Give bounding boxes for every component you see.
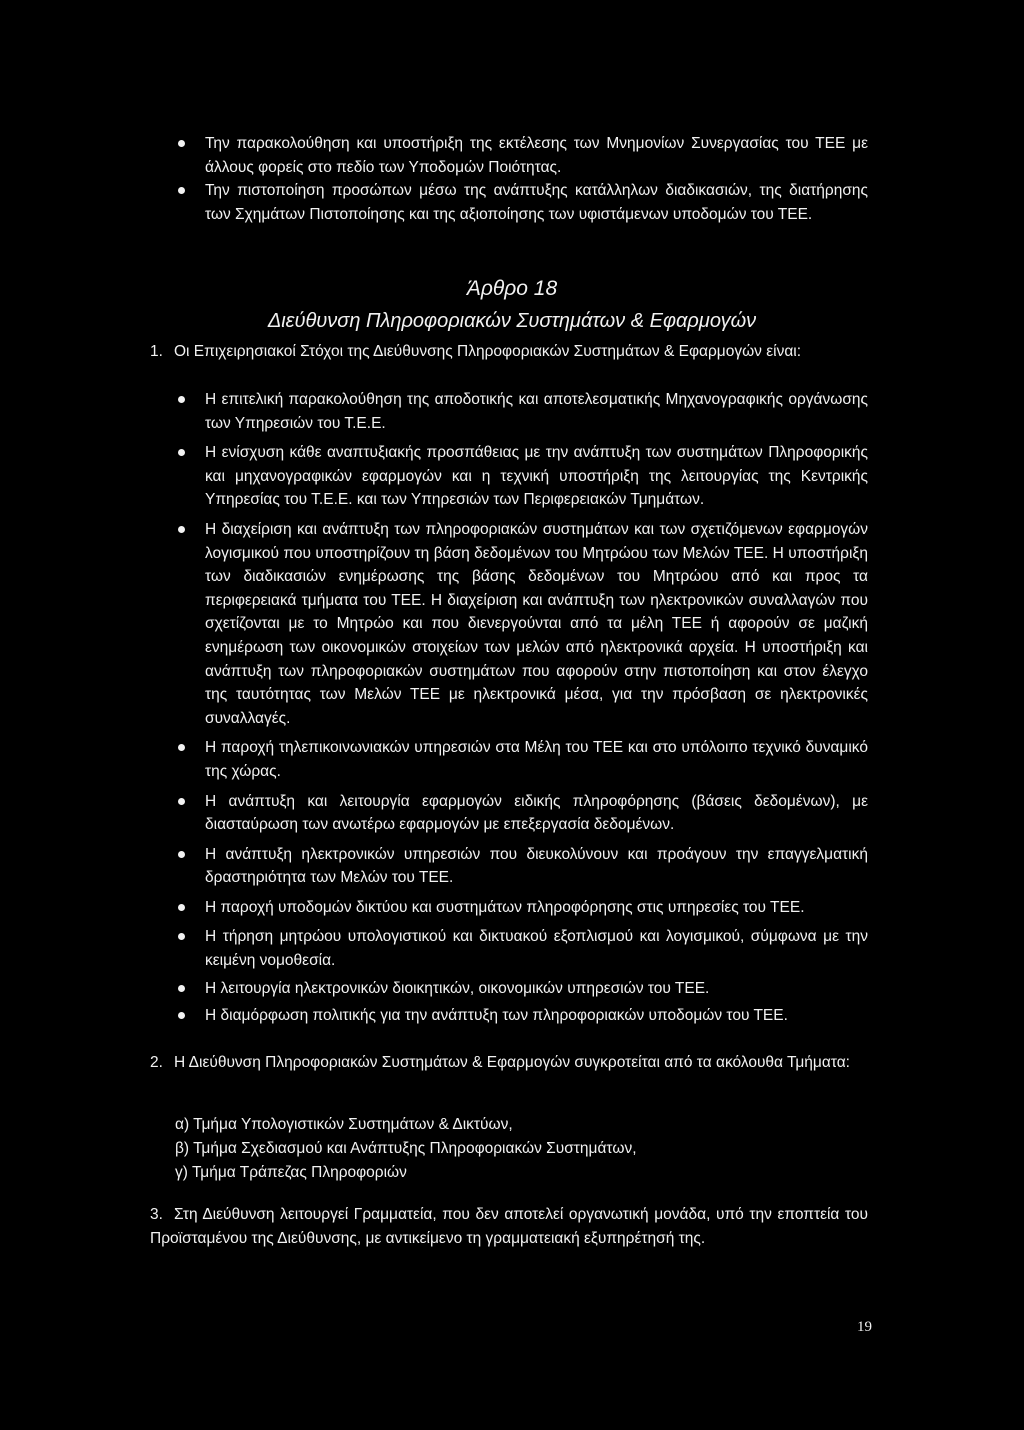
- section-3-text: Στη Διεύθυνση λειτουργεί Γραμματεία, που δεν αποτελεί οργανωτική μονάδα, υπό την εποπτεία του Προϊσταμένου της Διεύθυνσης, με αντικείμενο τη γραμματειακή εξυπηρέτησή της.: [150, 1206, 868, 1247]
- article-title: Άρθρο 18: [466, 277, 558, 300]
- section-3: [150, 1203, 868, 1250]
- section-1-bullet-9: Η λειτουργία ηλεκτρονικών διοικητικών, οικονομικών υπηρεσιών του ΤΕΕ.: [175, 977, 868, 1001]
- section-1-bullet-list: [175, 388, 868, 1028]
- section-1-number: 1.: [150, 343, 163, 360]
- section-1-bullet-6: Η ανάπτυξη ηλεκτρονικών υπηρεσιών που διευκολύνουν και προάγουν την επαγγελματική δραστηριότητα των Μελών του ΤΕΕ.: [175, 843, 868, 890]
- section-2-department-list: [175, 1113, 868, 1185]
- intro-bullet-1: Την παρακολούθηση και υποστήριξη της εκτέλεσης των Μνημονίων Συνεργασίας του ΤΕΕ με άλλους φορείς στο πεδίο των Υποδομών Ποιότητας.: [175, 132, 868, 179]
- department-item-b: β) Τμήμα Σχεδιασμού και Ανάπτυξης Πληροφοριακών Συστημάτων,: [175, 1140, 637, 1157]
- intro-bullet-list: [175, 132, 868, 226]
- section-2-number: 2.: [150, 1054, 163, 1071]
- section-1-intro: [150, 340, 868, 364]
- department-item-a: α) Τμήμα Υπολογιστικών Συστημάτων & Δικτύων,: [175, 1116, 513, 1133]
- section-1-bullet-2: Η ενίσχυση κάθε αναπτυξιακής προσπάθειας με την ανάπτυξη των συστημάτων Πληροφορικής και μηχανογραφικών εφαρμογών και η τεχνική υποστήριξη της λειτουργίας της Κεντρικής Υπηρεσίας του Τ.Ε.Ε. και των Υπηρεσιών των Περιφερειακών Τμημάτων.: [175, 441, 868, 512]
- section-1-bullet-10: Η διαμόρφωση πολιτικής για την ανάπτυξη των πληροφοριακών υποδομών του ΤΕΕ.: [175, 1004, 868, 1028]
- department-item-c: γ) Τμήμα Τράπεζας Πληροφοριών: [175, 1164, 407, 1181]
- section-1-bullet-4: Η παροχή τηλεπικοινωνιακών υπηρεσιών στα Μέλη του ΤΕΕ και στο υπόλοιπο τεχνικό δυναμικό της χώρας.: [175, 736, 868, 783]
- section-1-intro-text: Οι Επιχειρησιακοί Στόχοι της Διεύθυνσης Πληροφοριακών Συστημάτων & Εφαρμογών είναι:: [174, 343, 802, 360]
- article-subtitle: Διεύθυνση Πληροφοριακών Συστημάτων & Εφαρμογών: [267, 310, 757, 332]
- section-1-bullet-7: Η παροχή υποδομών δικτύου και συστημάτων πληροφόρησης στις υπηρεσίες του ΤΕΕ.: [175, 896, 868, 920]
- section-3-number: 3.: [150, 1206, 163, 1223]
- section-2-intro-text: Η Διεύθυνση Πληροφοριακών Συστημάτων & Εφαρμογών συγκροτείται από τα ακόλουθα Τμήματα:: [174, 1054, 850, 1071]
- section-1-bullet-3: Η διαχείριση και ανάπτυξη των πληροφοριακών συστημάτων και των σχετιζόμενων εφαρμογών λογισμικού που υποστηρίζουν τη βάση δεδομένων του Μητρώου των Μελών ΤΕΕ. Η υποστήριξη των διαδικασιών ενημέρωσης της βάσης δεδομένων του Μητρώου από και προς τα περιφερειακά τμήματα του ΤΕΕ. Η διαχείριση και ανάπτυξη των ηλεκτρονικών συναλλαγών που σχετίζονται με το Μητρώο και που διενεργούνται από τα μέλη ΤΕΕ ή αφορούν σε μαζική ενημέρωση των οικονομικών στοιχείων των μελών από ηλεκτρονικά αρχεία. Η υποστήριξη και ανάπτυξη των πληροφοριακών συστημάτων που αφορούν στην πιστοποίηση και στον έλεγχο της ταυτότητας των Μελών ΤΕΕ με ηλεκτρονικά μέσα, για την πρόσβαση σε ηλεκτρονικές συναλλαγές.: [175, 518, 868, 730]
- page-number: 19: [857, 1319, 872, 1335]
- section-1-bullet-1: Η επιτελική παρακολούθηση της αποδοτικής και αποτελεσματικής Μηχανογραφικής οργάνωσης των Υπηρεσιών του Τ.Ε.Ε.: [175, 388, 868, 435]
- section-2-intro: [150, 1051, 868, 1075]
- section-1-bullet-8: Η τήρηση μητρώου υπολογιστικού και δικτυακού εξοπλισμού και λογισμικού, σύμφωνα με την κειμένη νομοθεσία.: [175, 925, 868, 972]
- intro-bullet-2: Την πιστοποίηση προσώπων μέσω της ανάπτυξης κατάλληλων διαδικασιών, της διατήρησης των Σχημάτων Πιστοποίησης και της αξιοποίησης των υφιστάμενων υποδομών του ΤΕΕ.: [175, 179, 868, 226]
- section-1-bullet-5: Η ανάπτυξη και λειτουργία εφαρμογών ειδικής πληροφόρησης (βάσεις δεδομένων), με διασταύρωση των ανωτέρω εφαρμογών με επεξεργασία δεδομένων.: [175, 790, 868, 837]
